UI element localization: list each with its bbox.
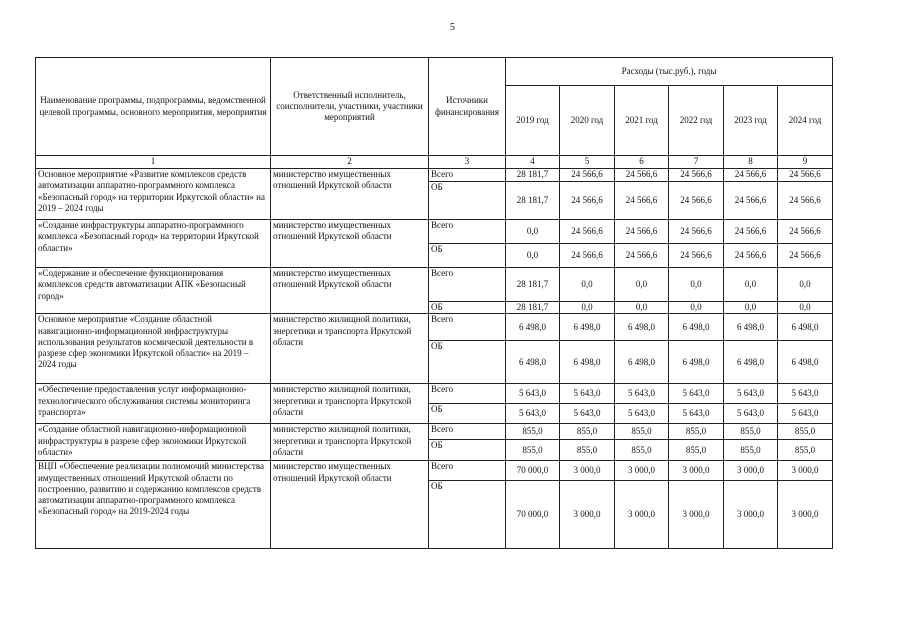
- header-year: 2022 год: [669, 86, 724, 156]
- amount-cell: 5 643,0: [615, 384, 669, 404]
- column-index: 1: [36, 156, 271, 169]
- amount-cell: 0,0: [506, 220, 560, 244]
- amount-cell: 24 566,6: [778, 220, 833, 244]
- amount-cell: 24 566,6: [724, 220, 778, 244]
- amount-cell: 6 498,0: [560, 314, 615, 341]
- amount-cell: 0,0: [615, 268, 669, 302]
- funding-source: Всего: [429, 268, 506, 302]
- amount-cell: 3 000,0: [615, 481, 669, 549]
- amount-cell: 5 643,0: [669, 384, 724, 404]
- budget-table: [35, 57, 833, 549]
- amount-cell: 5 643,0: [615, 404, 669, 424]
- amount-cell: 3 000,0: [615, 461, 669, 481]
- table-row: [36, 314, 833, 341]
- page-number: 5: [450, 22, 455, 33]
- amount-cell: 28 181,7: [506, 302, 560, 314]
- amount-cell: 24 566,6: [669, 220, 724, 244]
- amount-cell: 855,0: [615, 440, 669, 461]
- amount-cell: 70 000,0: [506, 481, 560, 549]
- amount-cell: 24 566,6: [724, 182, 778, 220]
- column-index: 6: [615, 156, 669, 169]
- amount-cell: 3 000,0: [669, 481, 724, 549]
- amount-cell: 24 566,6: [560, 220, 615, 244]
- program-name: Основное мероприятие «Развитие комплексов средств автоматизации аппаратно-программного комплекса «Безопасный город» на территории Иркутской области» на 2019 – 2024 годы: [36, 169, 271, 220]
- amount-cell: 24 566,6: [724, 244, 778, 268]
- amount-cell: 5 643,0: [506, 404, 560, 424]
- amount-cell: 24 566,6: [778, 182, 833, 220]
- program-name: «Создание инфраструктуры аппаратно-программного комплекса «Безопасный город» на территории Иркутской области»: [36, 220, 271, 268]
- amount-cell: 6 498,0: [615, 314, 669, 341]
- table-row: [36, 384, 833, 404]
- amount-cell: 6 498,0: [669, 314, 724, 341]
- program-name: «Содержание и обеспечение функционирования комплексов средств автоматизации АПК «Безопасный город»: [36, 268, 271, 314]
- amount-cell: 5 643,0: [724, 384, 778, 404]
- amount-cell: 3 000,0: [560, 481, 615, 549]
- amount-cell: 5 643,0: [560, 404, 615, 424]
- amount-cell: 855,0: [560, 424, 615, 440]
- table-row: [36, 461, 833, 481]
- funding-source: Всего: [429, 424, 506, 440]
- funding-source: ОБ: [429, 302, 506, 314]
- amount-cell: 5 643,0: [724, 404, 778, 424]
- header-source: Источники финансирования: [429, 58, 506, 156]
- executor: министерство имущественных отношений Иркутской области: [271, 268, 429, 314]
- funding-source: Всего: [429, 169, 506, 182]
- amount-cell: 24 566,6: [615, 182, 669, 220]
- amount-cell: 855,0: [615, 424, 669, 440]
- amount-cell: 28 181,7: [506, 169, 560, 182]
- amount-cell: 0,0: [669, 268, 724, 302]
- executor: министерство имущественных отношений Иркутской области: [271, 169, 429, 220]
- program-name: Основное мероприятие «Создание областной навигационно-информационной инфраструктуры использования результатов космической деятельности в разрезе сфер экономики Иркутской области» на 2019 – 2024 годы: [36, 314, 271, 384]
- amount-cell: 24 566,6: [778, 169, 833, 182]
- amount-cell: 6 498,0: [506, 341, 560, 384]
- amount-cell: 5 643,0: [560, 384, 615, 404]
- table-row: [36, 268, 833, 302]
- amount-cell: 6 498,0: [506, 314, 560, 341]
- executor: министерство имущественных отношений Иркутской области: [271, 220, 429, 268]
- amount-cell: 0,0: [560, 268, 615, 302]
- funding-source: Всего: [429, 314, 506, 341]
- amount-cell: 70 000,0: [506, 461, 560, 481]
- funding-source: ОБ: [429, 182, 506, 220]
- amount-cell: 6 498,0: [724, 341, 778, 384]
- funding-source: ОБ: [429, 404, 506, 424]
- header-year: 2021 год: [615, 86, 669, 156]
- table-body: [36, 169, 833, 549]
- amount-cell: 6 498,0: [724, 314, 778, 341]
- column-index: 7: [669, 156, 724, 169]
- amount-cell: 24 566,6: [669, 244, 724, 268]
- funding-source: ОБ: [429, 341, 506, 384]
- amount-cell: 855,0: [669, 424, 724, 440]
- amount-cell: 6 498,0: [560, 341, 615, 384]
- amount-cell: 24 566,6: [560, 169, 615, 182]
- column-index: 9: [778, 156, 833, 169]
- executor: министерство имущественных отношений Иркутской области: [271, 461, 429, 549]
- amount-cell: 24 566,6: [615, 244, 669, 268]
- amount-cell: 3 000,0: [778, 461, 833, 481]
- amount-cell: 855,0: [778, 440, 833, 461]
- amount-cell: 0,0: [560, 302, 615, 314]
- amount-cell: 6 498,0: [615, 341, 669, 384]
- funding-source: ОБ: [429, 244, 506, 268]
- amount-cell: 855,0: [778, 424, 833, 440]
- amount-cell: 5 643,0: [506, 384, 560, 404]
- amount-cell: 3 000,0: [778, 481, 833, 549]
- funding-source: ОБ: [429, 481, 506, 549]
- amount-cell: 24 566,6: [615, 169, 669, 182]
- amount-cell: 3 000,0: [669, 461, 724, 481]
- amount-cell: 24 566,6: [669, 182, 724, 220]
- program-name: ВЦП «Обеспечение реализации полномочий министерства имущественных отношений Иркутской области по построению, развитию и содержанию комплексов средств автоматизации аппаратно-программного комплекса «Безопасный город» на 2019-2024 годы: [36, 461, 271, 549]
- amount-cell: 3 000,0: [724, 461, 778, 481]
- amount-cell: 0,0: [724, 302, 778, 314]
- column-index-row: [36, 156, 833, 169]
- amount-cell: 0,0: [506, 244, 560, 268]
- amount-cell: 0,0: [778, 268, 833, 302]
- amount-cell: 24 566,6: [560, 244, 615, 268]
- funding-source: ОБ: [429, 440, 506, 461]
- program-name: «Обеспечение предоставления услуг информационно-технологического обслуживания системы мониторинга транспорта»: [36, 384, 271, 424]
- amount-cell: 0,0: [669, 302, 724, 314]
- header-name: Наименование программы, подпрограммы, ведомственной целевой программы, основного мероприятия, мероприятия: [36, 58, 271, 156]
- executor: министерство жилищной политики, энергетики и транспорта Иркутской области: [271, 384, 429, 424]
- program-name: «Создание областной навигационно-информационной инфраструктуры в разрезе сфер экономики Иркутской области»: [36, 424, 271, 461]
- amount-cell: 28 181,7: [506, 182, 560, 220]
- executor: министерство жилищной политики, энергетики и транспорта Иркутской области: [271, 314, 429, 384]
- header-year: 2023 год: [724, 86, 778, 156]
- amount-cell: 24 566,6: [669, 169, 724, 182]
- amount-cell: 5 643,0: [669, 404, 724, 424]
- executor: министерство жилищной политики, энергетики и транспорта Иркутской области: [271, 424, 429, 461]
- funding-source: Всего: [429, 220, 506, 244]
- amount-cell: 0,0: [615, 302, 669, 314]
- amount-cell: 28 181,7: [506, 268, 560, 302]
- amount-cell: 855,0: [724, 424, 778, 440]
- amount-cell: 6 498,0: [778, 314, 833, 341]
- amount-cell: 24 566,6: [615, 220, 669, 244]
- table-row: [36, 424, 833, 440]
- column-index: 2: [271, 156, 429, 169]
- header-year: 2020 год: [560, 86, 615, 156]
- header-executor: Ответственный исполнитель, соисполнители, участники, участники мероприятий: [271, 58, 429, 156]
- column-index: 4: [506, 156, 560, 169]
- table-row: [36, 220, 833, 244]
- amount-cell: 3 000,0: [560, 461, 615, 481]
- amount-cell: 855,0: [560, 440, 615, 461]
- amount-cell: 855,0: [724, 440, 778, 461]
- funding-source: Всего: [429, 384, 506, 404]
- header-expenses: Расходы (тыс.руб.), годы: [506, 58, 833, 86]
- column-index: 5: [560, 156, 615, 169]
- amount-cell: 6 498,0: [778, 341, 833, 384]
- amount-cell: 855,0: [506, 440, 560, 461]
- funding-source: Всего: [429, 461, 506, 481]
- header-year: 2024 год: [778, 86, 833, 156]
- amount-cell: 6 498,0: [669, 341, 724, 384]
- amount-cell: 24 566,6: [724, 169, 778, 182]
- header-year: 2019 год: [506, 86, 560, 156]
- table-row: [36, 169, 833, 182]
- amount-cell: 855,0: [669, 440, 724, 461]
- amount-cell: 3 000,0: [724, 481, 778, 549]
- amount-cell: 24 566,6: [560, 182, 615, 220]
- amount-cell: 24 566,6: [778, 244, 833, 268]
- column-index: 3: [429, 156, 506, 169]
- amount-cell: 0,0: [724, 268, 778, 302]
- amount-cell: 5 643,0: [778, 404, 833, 424]
- amount-cell: 0,0: [778, 302, 833, 314]
- amount-cell: 5 643,0: [778, 384, 833, 404]
- amount-cell: 855,0: [506, 424, 560, 440]
- column-index: 8: [724, 156, 778, 169]
